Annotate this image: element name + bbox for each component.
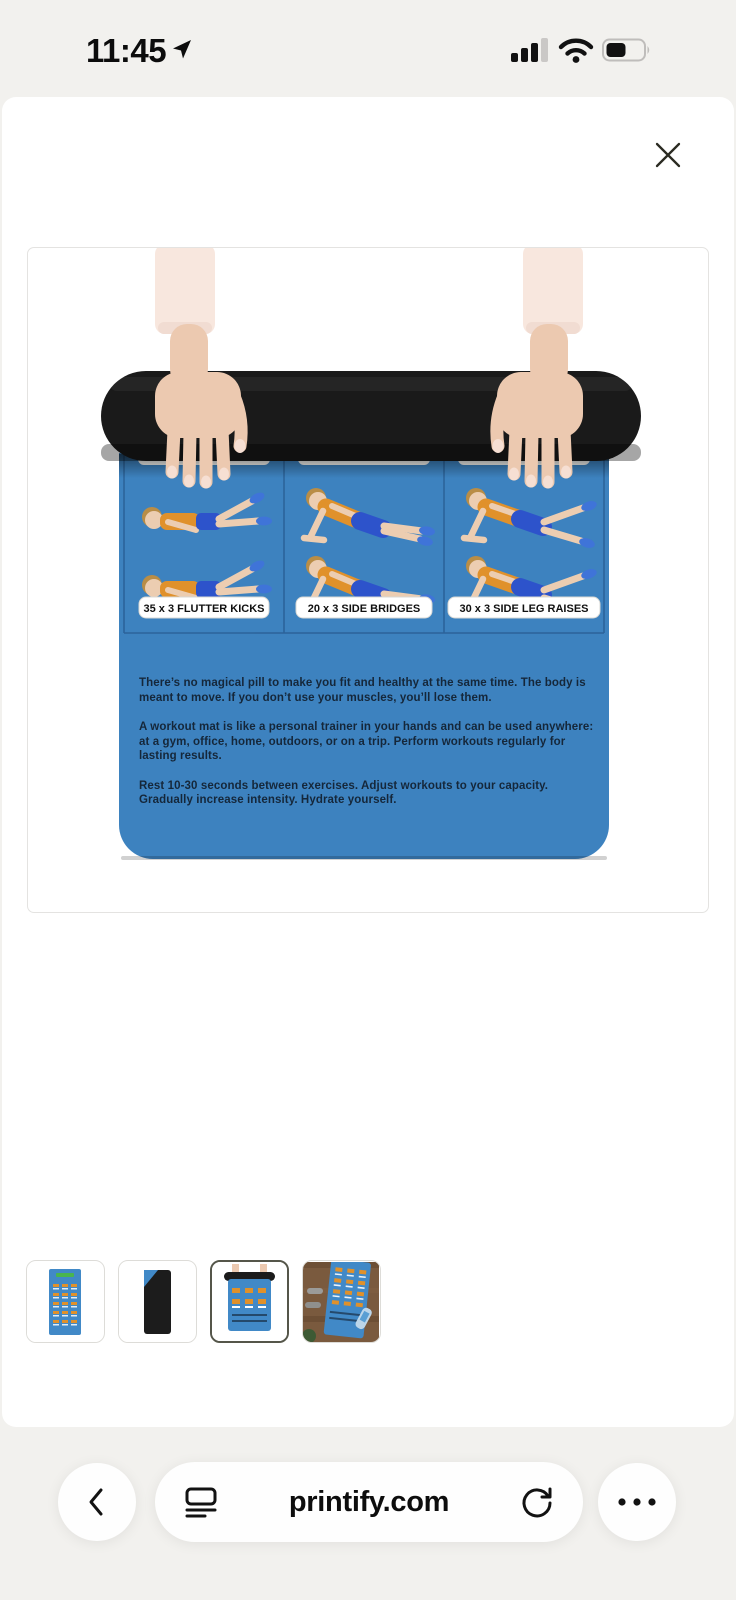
address-bar[interactable] [155,1462,583,1542]
mat-paragraph-2: A workout mat is like a personal trainer in your hands and can be used anywhere: at a gym, office, home, outdoors, or on a trip. Perform workouts regularly for lasting results. [139,721,594,762]
bottom-label-1: 35 x 3 FLUTTER KICKS [143,603,265,615]
close-button[interactable] [644,131,692,179]
rolled-mat-and-hands [28,248,709,913]
thumbnail-strip [26,1260,381,1343]
battery-icon [602,38,652,62]
url-text: printify.com [288,1485,450,1518]
bottom-label-3: 30 x 3 SIDE LEG RAISES [459,603,589,615]
clock: 11:45 [86,32,167,69]
reader-view-button[interactable] [181,1482,221,1522]
wifi-icon [558,37,594,64]
refresh-icon [517,1482,557,1522]
back-chevron-icon [77,1480,117,1524]
status-bar [0,0,736,97]
ellipsis-icon [615,1496,659,1508]
location-arrow-icon [170,37,194,61]
refresh-button[interactable] [517,1482,557,1522]
cellular-signal-icon [510,36,550,64]
reader-view-icon [181,1482,221,1522]
browser-bottom-bar [0,1455,736,1555]
thumbnail-1[interactable] [26,1260,105,1343]
thumbnail-4[interactable] [302,1260,381,1343]
bottom-label-2: 20 x 3 SIDE BRIDGES [307,603,421,615]
main-product-image[interactable] [27,247,709,913]
thumbnail-2[interactable] [118,1260,197,1343]
mat-paragraph-1: There’s no magical pill to make you fit and healthy at the same time. The body is meant to move. If you don’t use your muscles, you’ll lose them. [139,677,586,704]
close-icon [644,131,692,179]
thumbnail-3-selected[interactable] [210,1260,289,1343]
mat-paragraph-3: Rest 10-30 seconds between exercises. Adjust workouts to your capacity. Gradually increase intensity. Hydrate yourself. [139,779,549,806]
back-button[interactable] [58,1463,136,1541]
more-options-button[interactable] [598,1463,676,1541]
